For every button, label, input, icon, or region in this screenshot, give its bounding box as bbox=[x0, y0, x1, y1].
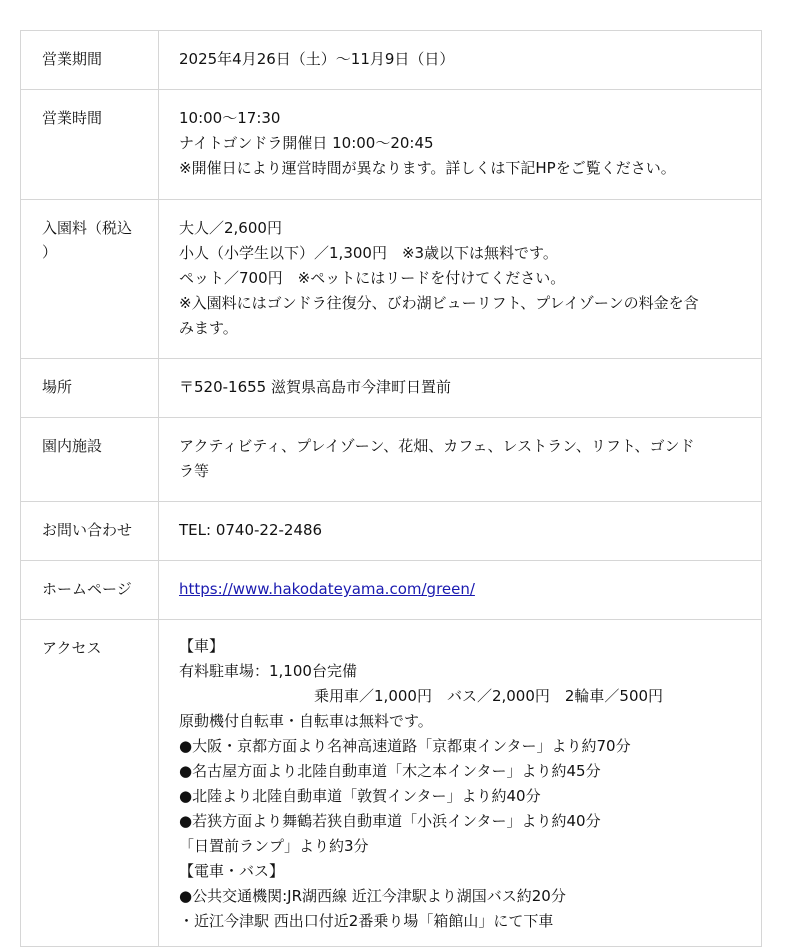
row-value bbox=[159, 200, 762, 359]
access-line: ●北陸より北陸自動車道「敦賀インター」より約40分 bbox=[179, 787, 541, 805]
access-line: 「日置前ランプ」より約3分 bbox=[179, 837, 369, 855]
row-label: 場所 bbox=[21, 359, 159, 418]
access-line: ●公共交通機関:JR湖西線 近江今津駅より湖国バス約20分 bbox=[179, 887, 566, 905]
row-value bbox=[159, 90, 762, 200]
access-line: 【電車・バス】 bbox=[179, 862, 285, 880]
phone-text: TEL: 0740-22-2486 bbox=[179, 521, 323, 539]
access-line: ●若狭方面より舞鶴若狭自動車道「小浜インター」より約40分 bbox=[179, 812, 601, 830]
row-value bbox=[159, 502, 762, 561]
fee-line: みます。 bbox=[179, 319, 238, 337]
row-label: 営業期間 bbox=[21, 31, 159, 90]
access-line: 乗用車／1,000円 バス／2,000円 2輪車／500円 bbox=[179, 687, 664, 705]
table-row bbox=[21, 502, 762, 561]
table-row bbox=[21, 561, 762, 620]
fee-line: ペット／700円 ※ペットにはリードを付けてください。 bbox=[179, 269, 566, 287]
row-value bbox=[159, 561, 762, 620]
row-label: 入園料（税込 ） bbox=[21, 200, 159, 359]
table-row bbox=[21, 620, 762, 947]
hours-line: 10:00～17:30 bbox=[179, 109, 281, 127]
facility-line: ラ等 bbox=[179, 462, 210, 480]
table-row bbox=[21, 418, 762, 502]
row-label: アクセス bbox=[21, 620, 159, 947]
access-line: ●大阪・京都方面より名神高速道路「京都東インター」より約70分 bbox=[179, 737, 631, 755]
row-value bbox=[159, 418, 762, 502]
access-line: 【車】 bbox=[179, 637, 225, 655]
access-line: 原動機付自転車・自転車は無料です。 bbox=[179, 712, 433, 730]
table-row bbox=[21, 200, 762, 359]
access-line: 有料駐車場：1,100台完備 bbox=[179, 662, 357, 680]
row-label: 園内施設 bbox=[21, 418, 159, 502]
fee-line: 大人／2,600円 bbox=[179, 219, 282, 237]
period-text: 2025年4月26日（土）～11月9日（日） bbox=[179, 50, 455, 68]
fee-line: 小人（小学生以下）／1,300円 ※3歳以下は無料です。 bbox=[179, 244, 558, 262]
row-label: ホームページ bbox=[21, 561, 159, 620]
info-table bbox=[20, 30, 762, 947]
homepage-link[interactable]: https://www.hakodateyama.com/green/ bbox=[179, 580, 475, 598]
facility-line: アクティビティ、プレイゾーン、花畑、カフェ、レストラン、リフト、ゴンド bbox=[179, 437, 695, 455]
fee-line: ※入園料にはゴンドラ往復分、びわ湖ビューリフト、プレイゾーンの料金を含 bbox=[179, 294, 699, 312]
hours-line: ナイトゴンドラ開催日 10:00～20:45 bbox=[179, 134, 434, 152]
hours-line: ※開催日により運営時間が異なります。詳しくは下記HPをご覧ください。 bbox=[179, 159, 676, 177]
address-text: 〒520-1655 滋賀県高島市今津町日置前 bbox=[179, 378, 451, 396]
access-line: ●名古屋方面より北陸自動車道「木之本インター」より約45分 bbox=[179, 762, 601, 780]
row-label: お問い合わせ bbox=[21, 502, 159, 561]
table-row bbox=[21, 359, 762, 418]
row-value bbox=[159, 31, 762, 90]
table-row bbox=[21, 90, 762, 200]
access-line: ・近江今津駅 西出口付近2番乗り場「箱館山」にて下車 bbox=[179, 912, 554, 930]
row-value bbox=[159, 620, 762, 947]
row-label: 営業時間 bbox=[21, 90, 159, 200]
row-value bbox=[159, 359, 762, 418]
table-row bbox=[21, 31, 762, 90]
